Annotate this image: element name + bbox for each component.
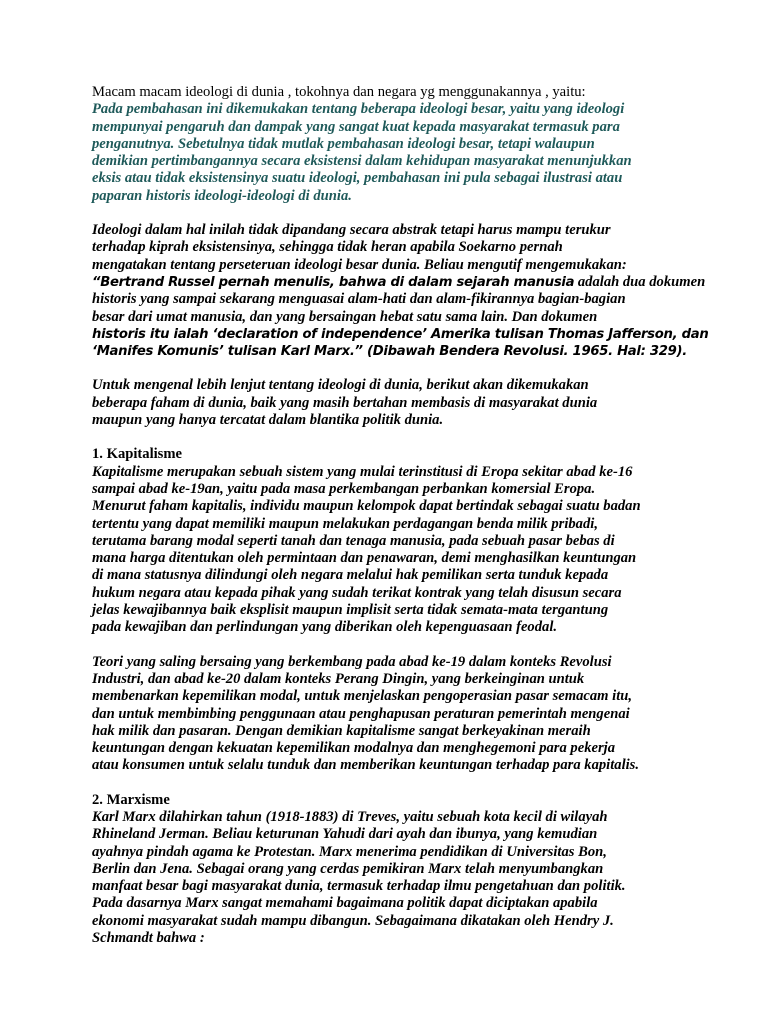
section-heading: 1. Kapitalisme bbox=[92, 446, 182, 463]
marxisme-paragraph bbox=[92, 809, 692, 947]
text-line: terhadap kiprah eksistensinya, sehingga tidak heran apabila Soekarno pernah bbox=[92, 239, 563, 256]
ideology-soekarno-paragraph bbox=[92, 222, 709, 360]
text-line: Karl Marx dilahirkan tahun (1918-1883) di Treves, yaitu sebuah kota kecil di wilayah bbox=[92, 808, 608, 825]
text-line: jelas kewajibannya baik eksplisit maupun implisit serta tidak semata-mata tergantung bbox=[92, 602, 609, 619]
text-line: ayahnya pindah agama ke Protestan. Marx menerima pendidikan di Universitas Bon, bbox=[92, 843, 607, 860]
text-line: beberapa faham di dunia, baik yang masih bertahan membasis di masyarakat dunia bbox=[92, 394, 598, 411]
text-line: eksis atau tidak eksistensinya suatu ideologi, pembahasan ini pula sebagai ilustrasi atau bbox=[92, 170, 623, 187]
text-line: di mana statusnya dilindungi oleh negara melalui hak pemilikan serta tunduk kepada bbox=[92, 567, 609, 584]
text-line: Schmandt bahwa : bbox=[92, 930, 205, 947]
text-line: Pada dasarnya Marx sangat memahami bagaimana politik dapat diciptakan apabila bbox=[92, 895, 598, 912]
text-line: maupun yang hanya tercatat dalam blantika politik dunia. bbox=[92, 412, 444, 429]
intro-text: Macam macam ideologi di dunia , tokohnya dan negara yg menggunakannya , yaitu: bbox=[92, 84, 586, 100]
kapitalisme-paragraph bbox=[92, 464, 692, 637]
quote-text: “Bertrand Russel pernah menulis, bahwa di dalam sejarah manusia bbox=[92, 274, 575, 290]
quote-text: ‘Manifes Komunis’ tulisan Karl Marx.” (Dibawah Bendera Revolusi. 1965. Hal: 329). bbox=[92, 344, 687, 360]
text-line: hak milik dan pasaran. Dengan demikian kapitalisme sangat berkeyakinan meraih bbox=[92, 722, 591, 739]
text-line: hukum negara atau kepada pihak yang sudah terikat kontrak yang telah disusun secara bbox=[92, 584, 622, 601]
text-line: mempunyai pengaruh dan dampak yang sangat kuat kepada masyarakat termasuk para bbox=[92, 118, 620, 135]
text-line: Untuk mengenal lebih lenjut tentang ideologi di dunia, berikut akan dikemukakan bbox=[92, 377, 589, 394]
text-line: besar dari umat manusia, dan yang bersaingan hebat satu sama lain. Dan dokumen bbox=[92, 308, 598, 325]
text-line: mana harga ditentukan oleh permintaan dan penawaran, demi menghasilkan keuntungan bbox=[92, 550, 637, 567]
text-line: membenarkan kepemilikan modal, untuk menjelaskan pengoperasian pasar semacam itu, bbox=[92, 688, 633, 705]
text-line: Ideologi dalam hal inilah tidak dipandang secara abstrak tetapi harus mampu terukur bbox=[92, 222, 611, 239]
text-line: Pada pembahasan ini dikemukakan tentang beberapa ideologi besar, yaitu yang ideologi bbox=[92, 101, 625, 118]
kapitalisme-theory-paragraph bbox=[92, 654, 692, 775]
section-kapitalisme bbox=[92, 446, 692, 774]
text-line: keuntungan dengan kekuatan kepemilikan modalnya dan menghegemoni para pekerja bbox=[92, 740, 615, 757]
text-line: terutama barang modal seperti tanah dan tenaga manusia, pada sebuah pasar bebas di bbox=[92, 532, 615, 549]
quote-text: historis itu ialah ‘declaration of independence’ Amerika tulisan Thomas Jafferson, dan bbox=[92, 326, 709, 342]
text-line: demikian pertimbangannya secara eksistensi dalam kehidupan masyarakat menunjukkan bbox=[92, 153, 632, 170]
document-body bbox=[92, 84, 709, 964]
text-line: mengatakan tentang perseteruan ideologi besar dunia. Beliau mengutif mengemukakan: bbox=[92, 256, 627, 273]
lead-paragraph bbox=[92, 101, 692, 205]
text-line: Kapitalisme merupakan sebuah sistem yang mulai terinstitusi di Eropa sekitar abad ke-16 bbox=[92, 463, 633, 480]
text-line bbox=[92, 273, 706, 291]
text-line: pada kewajiban dan perlindungan yang diberikan oleh kepenguasaan feodal. bbox=[92, 619, 558, 636]
text-line: ekonomi masyarakat sudah mampu dibangun. Sebagaimana dikatakan oleh Hendry J. bbox=[92, 912, 614, 929]
text-line: historis yang sampai sekarang menguasai alam-hati dan alam-fikirannya bagian-bagian bbox=[92, 291, 626, 308]
text-line: paparan historis ideologi-ideologi di dunia. bbox=[92, 187, 352, 204]
text-line: penganutnya. Sebetulnya tidak mutlak pembahasan ideologi besar, tetapi walaupun bbox=[92, 135, 595, 152]
text-line: Menurut faham kapitalis, individu maupun kelompok dapat bertindak sebagai suatu badan bbox=[92, 498, 641, 515]
text-line: atau konsumen untuk selalu tunduk dan memberikan keuntungan terhadap para kapitalis. bbox=[92, 757, 640, 774]
text-line: sampai abad ke-19an, yaitu pada masa perkembangan perbankan komersial Eropa. bbox=[92, 480, 596, 497]
text-line: dan untuk membimbing penggunaan atau penghapusan peraturan pemerintah mengenai bbox=[92, 705, 630, 722]
overview-paragraph bbox=[92, 377, 692, 429]
text-line: Rhineland Jerman. Beliau keturunan Yahudi dari ayah dan ibunya, yang kemudian bbox=[92, 826, 598, 843]
text-line: Industri, dan abad ke-20 dalam konteks Perang Dingin, yang berkeinginan untuk bbox=[92, 670, 585, 687]
text-line: Berlin dan Jena. Sebagai orang yang cerdas pemikiran Marx telah menyumbangkan bbox=[92, 860, 604, 877]
section-marxisme bbox=[92, 792, 692, 948]
text-line: tertentu yang dapat memiliki maupun melakukan perdagangan benda milik pribadi, bbox=[92, 515, 598, 532]
text-line: Teori yang saling bersaing yang berkembang pada abad ke-19 dalam konteks Revolusi bbox=[92, 653, 612, 670]
text-line: manfaat besar bagi masyarakat dunia, termasuk terhadap ilmu pengetahuan dan politik. bbox=[92, 878, 626, 895]
section-heading: 2. Marxisme bbox=[92, 791, 170, 808]
text-fragment: adalah dua dokumen bbox=[574, 273, 706, 290]
